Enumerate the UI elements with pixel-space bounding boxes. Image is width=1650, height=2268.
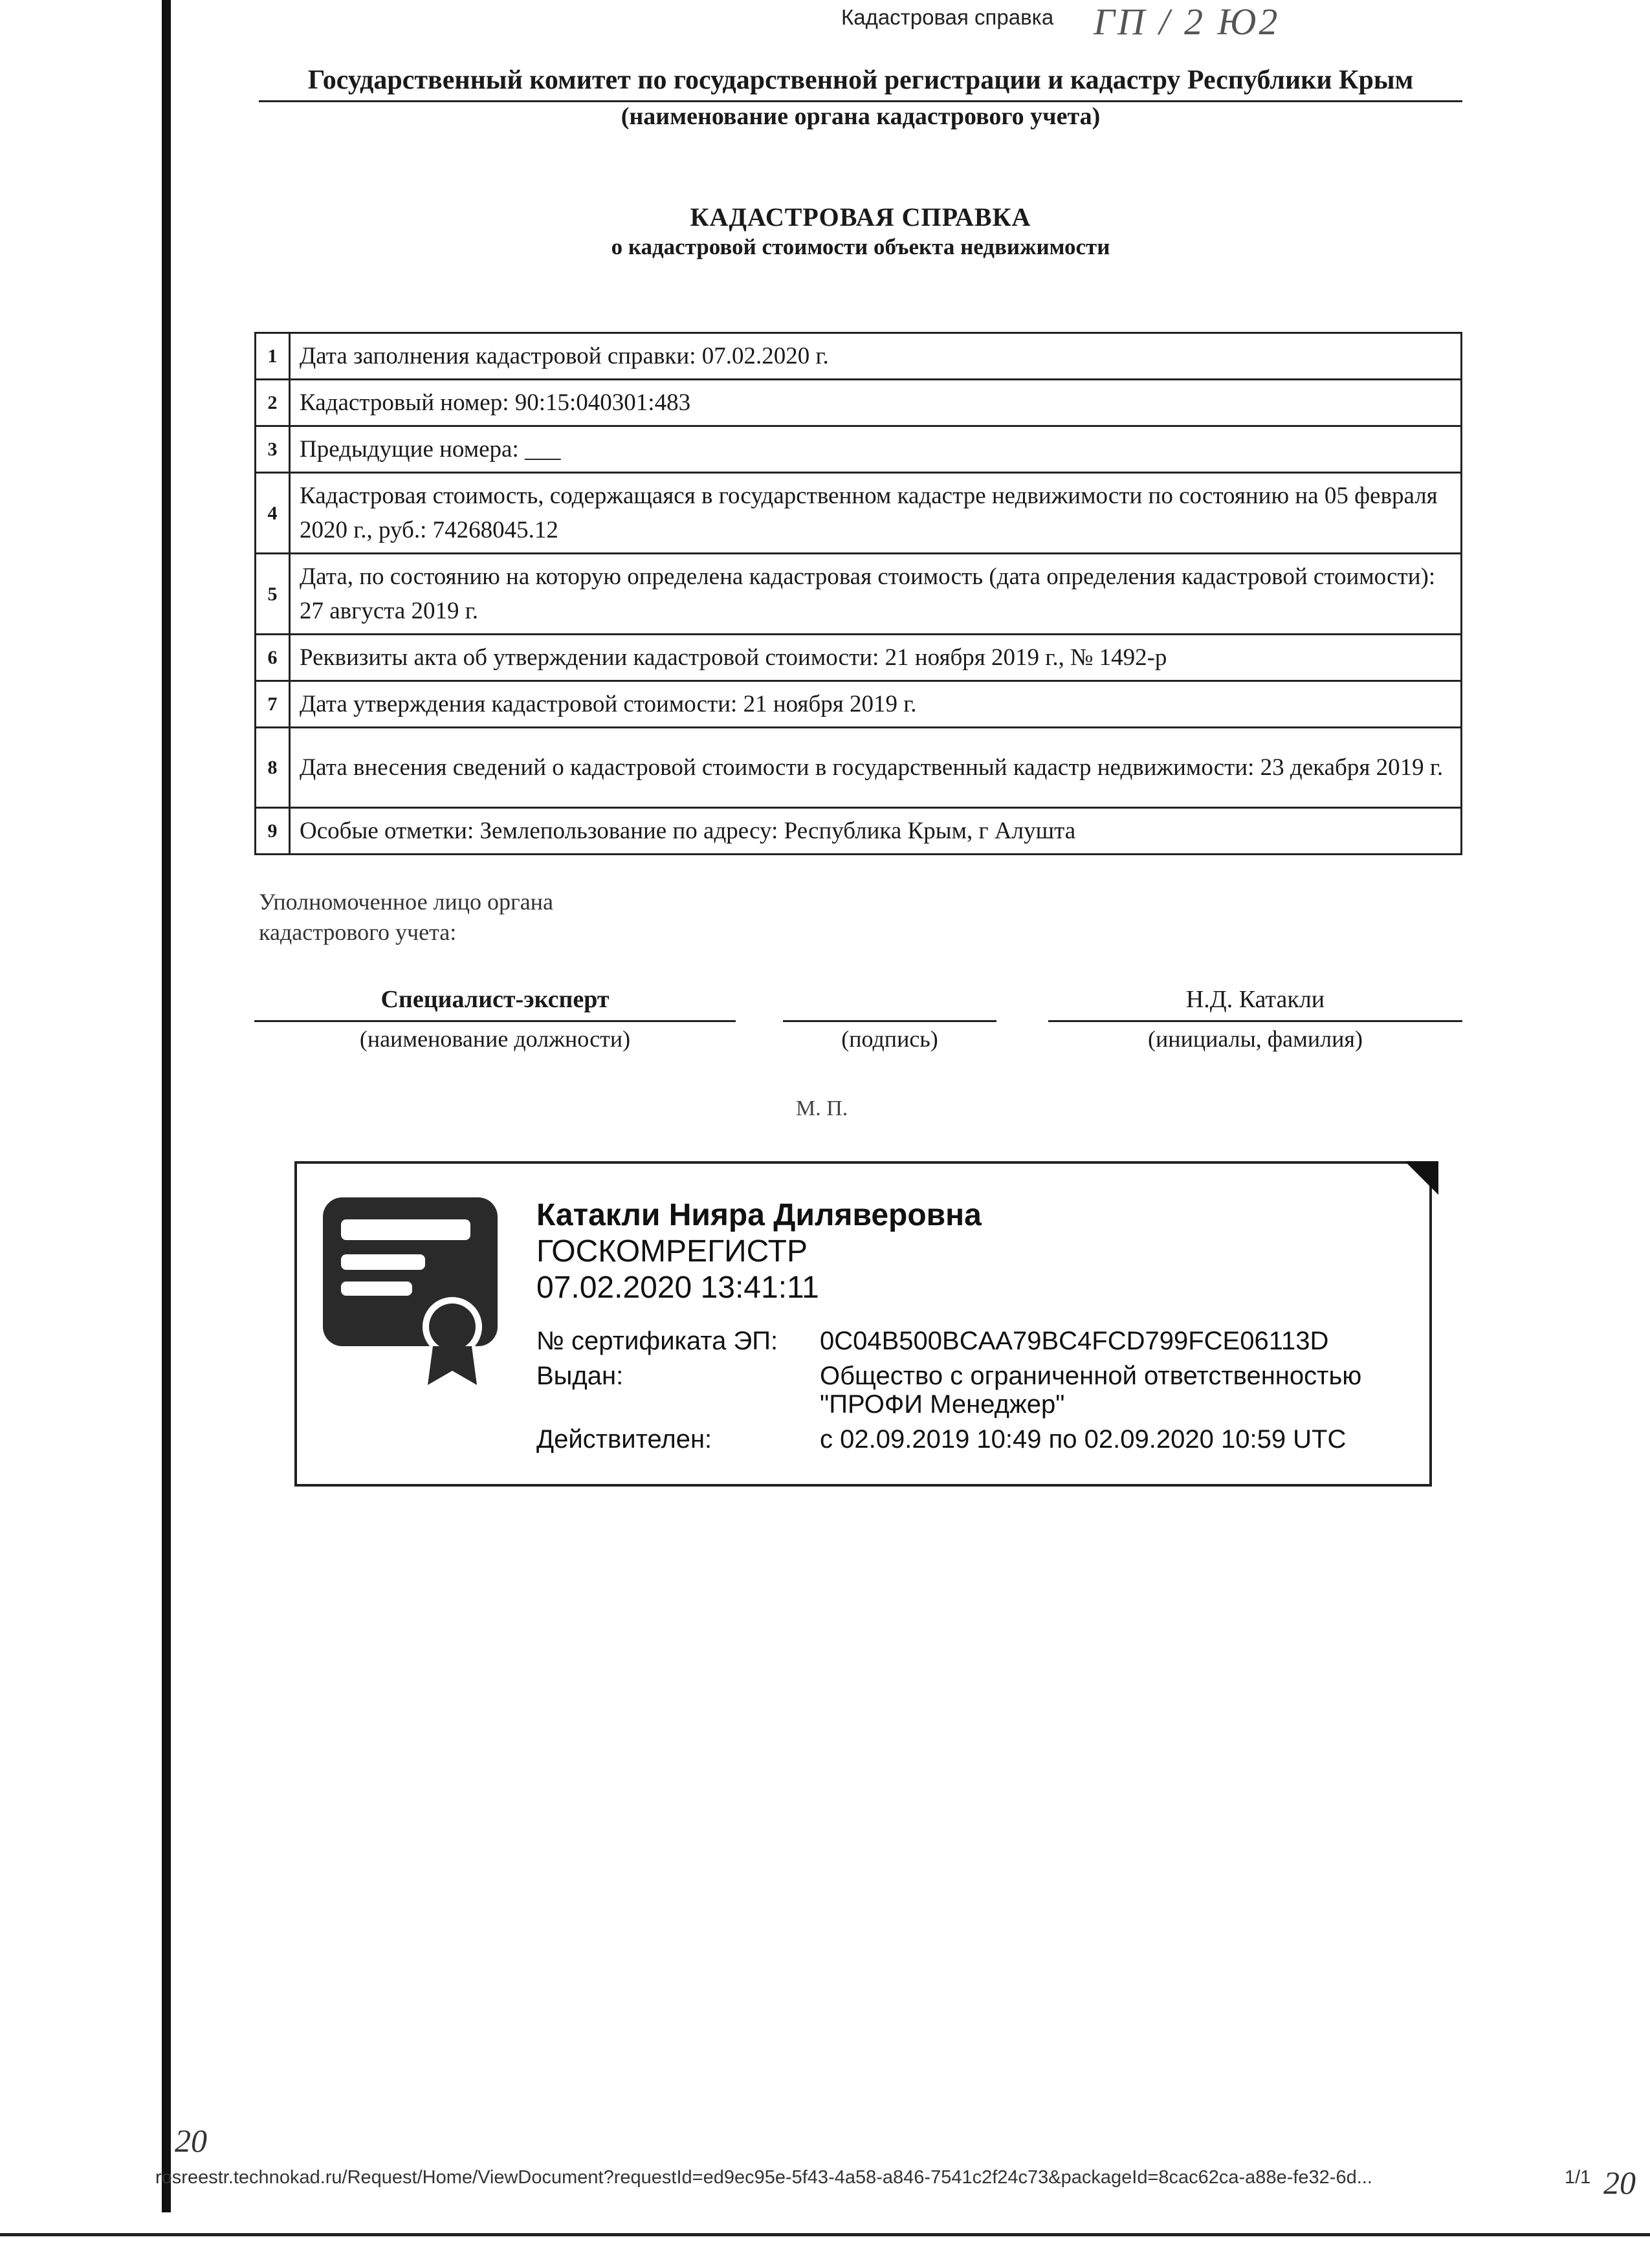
- table-row: [256, 554, 1462, 635]
- row-text: Особые отметки: Землепользование по адресу: Республика Крым, г Алушта: [290, 808, 1462, 855]
- row-text: Дата, по состоянию на которую определена кадастровая стоимость (дата определения кадастровой стоимости): 27 августа 2019 г.: [290, 554, 1462, 635]
- signer-name-line: [1048, 1020, 1462, 1022]
- signature-line: [783, 1020, 996, 1022]
- authority-label-line1: Уполномоченное лицо органа: [259, 889, 554, 915]
- handwritten-page-number-right: 20: [1603, 2164, 1636, 2201]
- row-text: Кадастровый номер: 90:15:040301:483: [290, 380, 1462, 426]
- row-text: Реквизиты акта об утверждении кадастровой стоимости: 21 ноября 2019 г., № 1492-р: [290, 635, 1462, 681]
- position-value: Специалист-эксперт: [380, 986, 610, 1013]
- corner-fold: [1405, 1161, 1438, 1195]
- esig-valid-label: Действителен:: [536, 1425, 712, 1454]
- header-label: Кадастровая справка: [841, 5, 1054, 29]
- row-text: Предыдущие номера: ___: [290, 426, 1462, 473]
- table-row: [256, 728, 1462, 808]
- row-number: 3: [256, 426, 290, 473]
- esig-valid-value: с 02.09.2019 10:49 по 02.09.2020 10:59 UTC: [820, 1425, 1347, 1454]
- document-title: КАДАСТРОВАЯ СПРАВКА: [690, 202, 1031, 232]
- handwritten-page-number: 20: [175, 2122, 207, 2159]
- row-number: 4: [256, 473, 290, 554]
- row-number: 7: [256, 681, 290, 728]
- row-number: 6: [256, 635, 290, 681]
- certificate-icon: [323, 1197, 498, 1385]
- esig-organization: ГОСКОМРЕГИСТР: [536, 1234, 808, 1269]
- esig-cert-value: 0C04B500BCAA79BC4FCD799FCE06113D: [820, 1327, 1329, 1355]
- esig-issued-value-cont: "ПРОФИ Менеджер": [820, 1390, 1065, 1419]
- footer-url: rosreestr.technokad.ru/Request/Home/ViewDocument?requestId=ed9ec95e-5f43-4a58-a846-7541c2f24c73&packageId=8cac62ca-a88e-fe32-6d...: [155, 2167, 1372, 2188]
- scan-edge: [162, 0, 171, 2212]
- table-row: [256, 635, 1462, 681]
- stamp-placeholder: М. П.: [796, 1096, 848, 1120]
- esig-issued-value: Общество с ограниченной ответственностью: [820, 1362, 1362, 1390]
- row-number: 1: [256, 333, 290, 380]
- esig-issued-label: Выдан:: [536, 1362, 624, 1390]
- table-row: [256, 426, 1462, 473]
- org-caption: (наименование органа кадастрового учета): [621, 103, 1101, 130]
- position-line: [254, 1020, 736, 1022]
- row-number: 2: [256, 380, 290, 426]
- org-name: Государственный комитет по государственной регистрации и кадастру Республики Крым: [307, 65, 1414, 95]
- electronic-signature-box: [294, 1161, 1432, 1487]
- signature-caption: (подпись): [841, 1026, 938, 1052]
- handwritten-note: ГП / 2 Ю2: [1094, 1, 1281, 43]
- row-text: Кадастровая стоимость, содержащаяся в государственном кадастре недвижимости по состоянию на 05 февраля 2020 г., руб.: 74268045.12: [290, 473, 1462, 554]
- signer-name: Н.Д. Катакли: [1185, 986, 1325, 1013]
- esig-signer-name: Катакли Нияра Диляверовна: [536, 1198, 982, 1232]
- footer-page-count: 1/1: [1565, 2167, 1591, 2188]
- scan-bottom-edge: [0, 2233, 1650, 2268]
- esig-cert-label: № сертификата ЭП:: [536, 1327, 778, 1355]
- document-subtitle: о кадастровой стоимости объекта недвижимости: [611, 234, 1110, 259]
- table-row: [256, 808, 1462, 855]
- table-row: [256, 681, 1462, 728]
- signer-name-caption: (инициалы, фамилия): [1148, 1026, 1363, 1052]
- table-row: [256, 473, 1462, 554]
- table-row: [256, 380, 1462, 426]
- table-row: [256, 333, 1462, 380]
- row-text: Дата внесения сведений о кадастровой стоимости в государственный кадастр недвижимости: 23 декабря 2019 г.: [290, 728, 1462, 808]
- row-text: Дата заполнения кадастровой справки: 07.02.2020 г.: [290, 333, 1462, 380]
- row-number: 8: [256, 728, 290, 808]
- row-text: Дата утверждения кадастровой стоимости: 21 ноября 2019 г.: [290, 681, 1462, 728]
- position-caption: (наименование должности): [359, 1026, 631, 1052]
- esig-datetime: 07.02.2020 13:41:11: [536, 1270, 819, 1305]
- row-number: 5: [256, 554, 290, 635]
- authority-label-line2: кадастрового учета:: [259, 919, 457, 945]
- row-number: 9: [256, 808, 290, 855]
- data-table: [254, 332, 1462, 855]
